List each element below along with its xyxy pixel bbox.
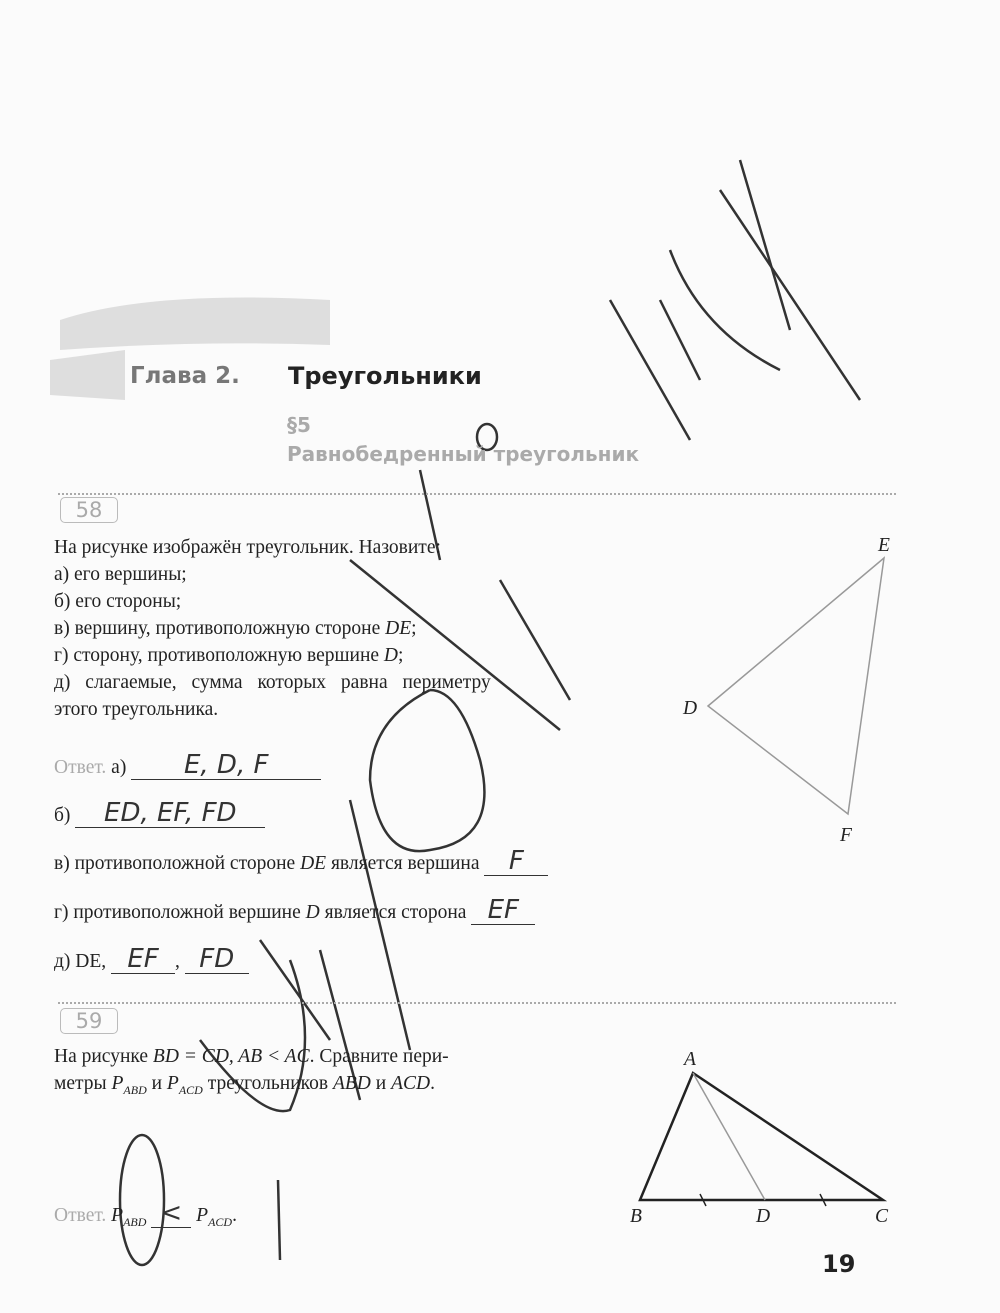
task59-text [54, 1043, 449, 1104]
task59-line [54, 1043, 449, 1070]
answer-d-field-2[interactable]: FD [185, 946, 249, 974]
var: ABD [332, 1073, 371, 1094]
item-label: б) [54, 805, 71, 826]
text: ; [398, 645, 404, 666]
task58-line: д) слагаемые, сумма которых равна периметру [54, 672, 491, 693]
text: в) противоположной стороне [54, 853, 301, 874]
var: DE [300, 853, 327, 874]
vertex-b-label: B [630, 1206, 642, 1227]
answer-b-field[interactable]: ED, EF, FD [75, 800, 265, 828]
divider [58, 1002, 896, 1004]
answer-g-field[interactable]: EF [471, 897, 535, 925]
comma: , [175, 951, 180, 972]
var: ACD [391, 1073, 431, 1094]
page-number: 19 [822, 1250, 856, 1278]
sub: ACD [178, 1082, 203, 1097]
answer-a-field[interactable]: E, D, F [131, 752, 321, 780]
text: и [370, 1073, 392, 1094]
answer-59-field[interactable]: < [151, 1200, 191, 1228]
var: D [383, 645, 399, 666]
text: г) сторону, противоположную вершине [54, 645, 384, 666]
var: P [111, 1205, 124, 1226]
text: ; [411, 618, 417, 639]
sub: ABD [123, 1214, 147, 1229]
chapter-title: Треугольники [288, 362, 482, 390]
task-number-59: 59 [60, 1008, 118, 1034]
chapter-label: Глава 2. [130, 363, 240, 389]
task-number-58: 58 [60, 497, 118, 523]
text: является вершина [326, 853, 480, 874]
vertex-a-label: A [684, 1049, 696, 1070]
task59-line [54, 1070, 449, 1104]
median-ad [693, 1073, 765, 1200]
vertex-e-label: E [878, 535, 890, 556]
text: в) вершину, противоположную стороне [54, 618, 386, 639]
triangle-abc [640, 1073, 883, 1200]
text: метры [54, 1073, 107, 1094]
vertex-d-label: D [683, 698, 698, 719]
vertex-f-label: F [840, 825, 852, 846]
text: . Сравните пери- [309, 1046, 449, 1067]
answer-label: Ответ. [54, 1205, 107, 1226]
vertex-d-label: D [756, 1206, 771, 1227]
task58-line: б) его стороны; [54, 591, 182, 612]
sub: ACD [208, 1214, 233, 1229]
task58-line: этого треугольника. [54, 699, 219, 720]
text: . [232, 1205, 237, 1226]
task58-line: На рисунке изображён треугольник. Назовите: [54, 537, 441, 558]
task58-line: а) его вершины; [54, 564, 187, 585]
text: д) DE, [54, 951, 107, 972]
answer-d-field-1[interactable]: EF [111, 946, 175, 974]
text: . [430, 1073, 435, 1094]
text: г) противоположной вершине [54, 902, 306, 923]
var: DE [385, 618, 412, 639]
triangle-def [708, 558, 884, 814]
text: На рисунке [54, 1046, 153, 1067]
answer-59 [54, 1200, 237, 1236]
var: P [166, 1073, 179, 1094]
answer-label: Ответ. [54, 757, 107, 778]
text: является сторона [319, 902, 467, 923]
sub: ABD [123, 1082, 147, 1097]
section-title: Равнобедренный треугольник [287, 442, 640, 466]
section-number: §5 [287, 413, 311, 437]
vertex-c-label: C [875, 1206, 889, 1227]
item-label: а) [111, 757, 127, 778]
var: P [196, 1205, 209, 1226]
math: BD = CD, AB < AC [152, 1046, 310, 1067]
answer-v-field[interactable]: F [484, 848, 548, 876]
text: треугольников [202, 1073, 333, 1094]
var: D [305, 902, 320, 923]
var: P [111, 1073, 124, 1094]
text: и [146, 1073, 167, 1094]
